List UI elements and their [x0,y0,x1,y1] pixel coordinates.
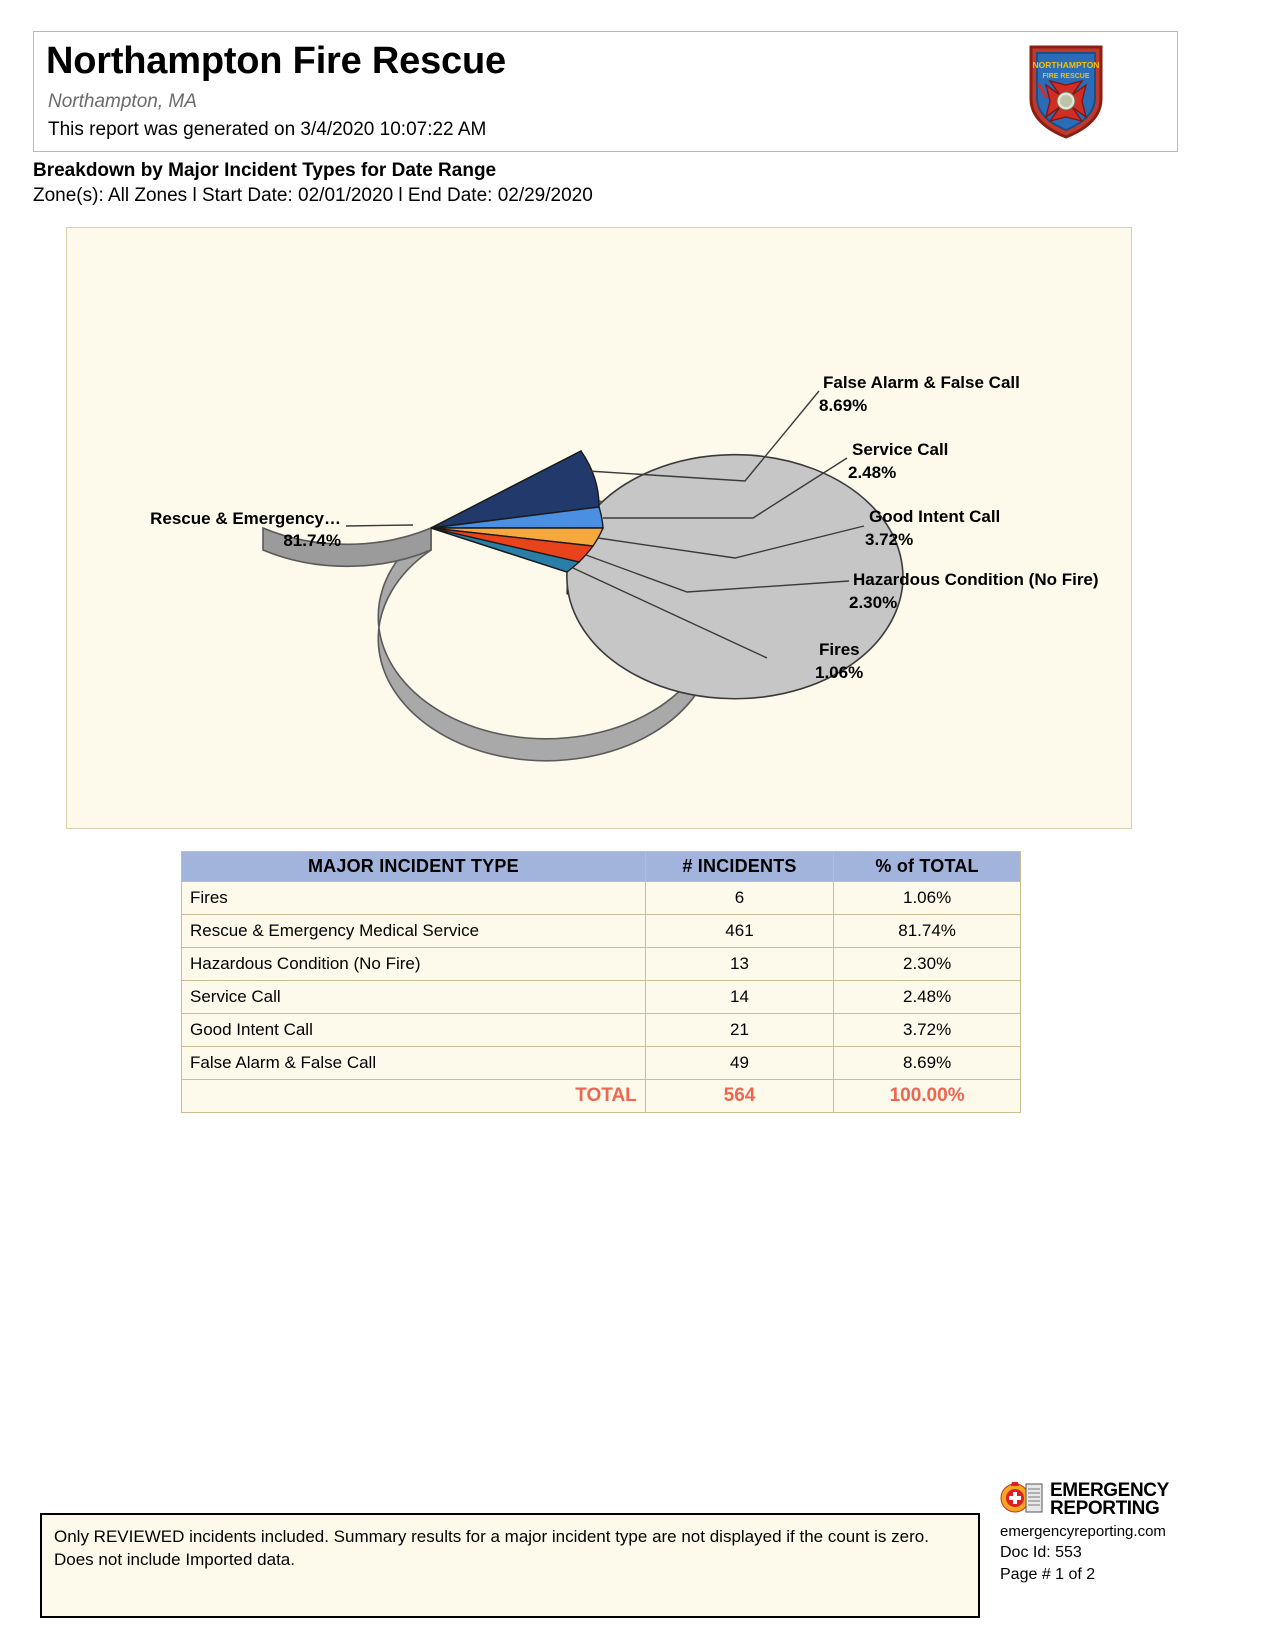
pie-slices-top [431,451,903,699]
svg-text:FIRE RESCUE: FIRE RESCUE [1042,73,1090,80]
pie-label-good-intent: Good Intent Call [869,507,1001,526]
pie-value-hazardous-condition: 2.30% [849,593,898,612]
report-header-box [33,31,1178,152]
table-row [182,882,1021,915]
cell-percent: 2.30% [834,948,1021,981]
org-location: Northampton, MA [48,91,197,112]
cell-incidents: 461 [645,915,833,948]
cell-incident-type: Hazardous Condition (No Fire) [182,948,646,981]
pie-label-fires: Fires [819,640,860,659]
cell-incident-type: Fires [182,882,646,915]
document-id: Doc Id: 553 [1000,1544,1082,1561]
total-percent: 100.00% [834,1080,1021,1113]
leader-rescue [346,525,413,526]
cell-incidents: 14 [645,981,833,1014]
pie-label-hazardous-condition: Hazardous Condition (No Fire) [853,570,1099,589]
table-row [182,981,1021,1014]
page-number: Page # 1 of 2 [1000,1566,1096,1583]
pie-value-good-intent: 3.72% [865,530,914,549]
pie-chart-panel [66,227,1132,829]
column-header-percent: % of TOTAL [834,852,1021,882]
page-title: Northampton Fire Rescue [46,40,506,82]
emergency-reporting-wordmark [1050,1482,1169,1518]
incident-breakdown-table [181,851,1021,1113]
table-row [182,915,1021,948]
cell-percent: 81.74% [834,915,1021,948]
emergency-reporting-block [1000,1481,1240,1586]
er-wordmark-line-2: REPORTING [1050,1498,1160,1519]
column-header-incidents: # INCIDENTS [645,852,833,882]
cell-percent: 8.69% [834,1047,1021,1080]
cell-incidents: 13 [645,948,833,981]
pie-chart [67,228,1131,828]
table-row [182,948,1021,981]
cell-incidents: 49 [645,1047,833,1080]
cell-incident-type: Service Call [182,981,646,1014]
table-header-row [182,852,1021,882]
footer-disclaimer-box [40,1513,980,1618]
pie-value-fires: 1.06% [815,663,864,682]
pie-value-rescue-emergency: 81.74% [283,531,341,550]
cell-incidents: 21 [645,1014,833,1047]
table-body [182,882,1021,1113]
footer-note-line-1: Only REVIEWED incidents included. Summary results for a major incident type are not displayed if the count is zero. [54,1527,929,1546]
pie-value-service-call: 2.48% [848,463,897,482]
table-row [182,1047,1021,1080]
svg-text:NORTHAMPTON: NORTHAMPTON [1032,60,1100,70]
cell-incident-type: Rescue & Emergency Medical Service [182,915,646,948]
table-row [182,1014,1021,1047]
cell-incidents: 6 [645,882,833,915]
footer-note-line-2: Does not include Imported data. [54,1550,295,1569]
cell-percent: 3.72% [834,1014,1021,1047]
column-header-incident-type: MAJOR INCIDENT TYPE [182,852,646,882]
fire-department-badge-icon [1025,41,1107,141]
emergency-reporting-logo-row [1000,1481,1240,1519]
cell-percent: 1.06% [834,882,1021,915]
emergency-reporting-url[interactable]: emergencyreporting.com [1000,1523,1166,1540]
total-label: TOTAL [182,1080,646,1113]
report-filters: Zone(s): All Zones l Start Date: 02/01/2020 l End Date: 02/29/2020 [33,185,593,206]
pie-value-false-alarm: 8.69% [819,396,868,415]
generated-timestamp: This report was generated on 3/4/2020 10:07:22 AM [48,119,487,140]
table-total-row [182,1080,1021,1113]
total-incidents: 564 [645,1080,833,1113]
emergency-reporting-logo-icon [1000,1481,1044,1520]
cell-incident-type: False Alarm & False Call [182,1047,646,1080]
pie-label-false-alarm: False Alarm & False Call [823,373,1020,392]
cell-percent: 2.48% [834,981,1021,1014]
pie-label-service-call: Service Call [852,440,949,459]
er-wordmark-line-1: EMERGENCY [1050,1480,1169,1501]
report-subtitle: Breakdown by Major Incident Types for Date Range [33,160,497,181]
cell-incident-type: Good Intent Call [182,1014,646,1047]
pie-label-rescue-emergency: Rescue & Emergency… [150,509,341,528]
